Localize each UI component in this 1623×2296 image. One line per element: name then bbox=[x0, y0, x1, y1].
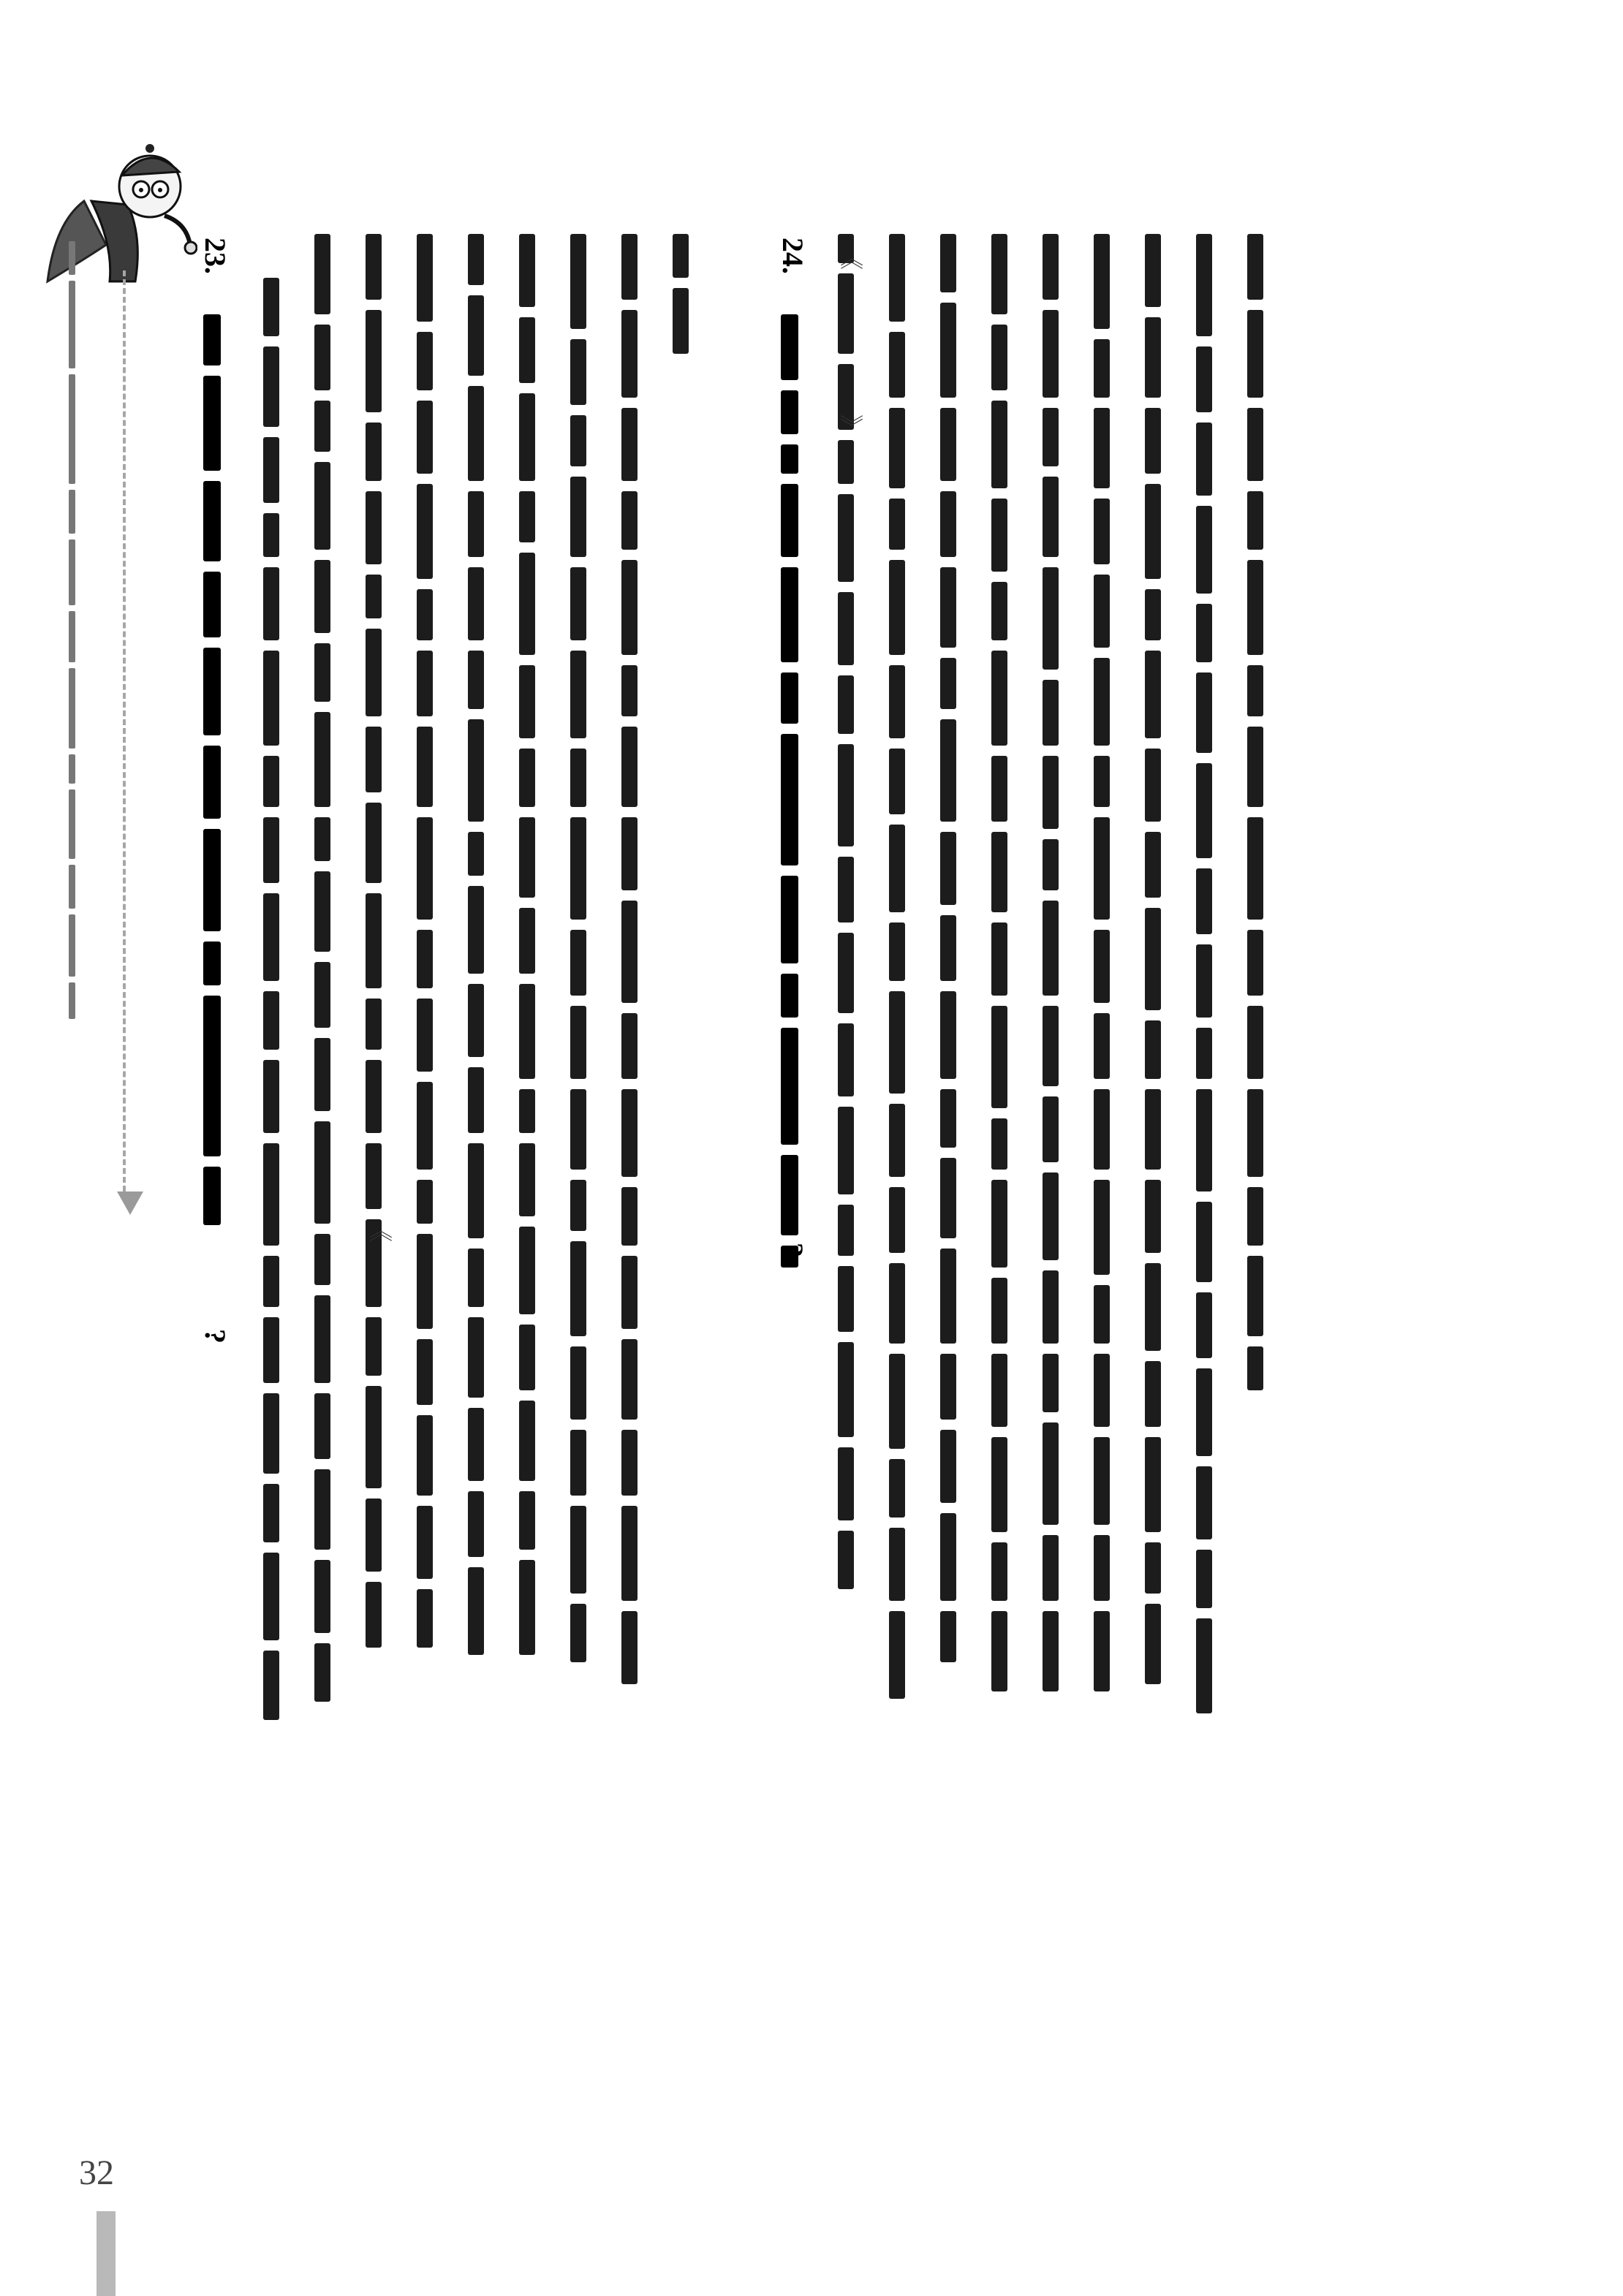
text-column bbox=[366, 234, 382, 1658]
dashed-divider bbox=[123, 270, 126, 1191]
running-head bbox=[63, 241, 80, 1191]
page-tab-bar bbox=[97, 2211, 116, 2296]
text-column bbox=[519, 234, 535, 1665]
question-24-text bbox=[781, 314, 798, 1278]
text-column bbox=[570, 234, 586, 1672]
question-number-24: 24. bbox=[776, 238, 809, 274]
question-number-23: 23. bbox=[199, 238, 232, 274]
quote-open-2: 《 bbox=[837, 246, 866, 270]
text-column bbox=[263, 278, 279, 1730]
question-23-text bbox=[203, 314, 221, 1235]
text-column bbox=[838, 234, 854, 1599]
text-column bbox=[468, 234, 484, 1665]
triangle-arrow-icon bbox=[117, 1191, 143, 1215]
text-column-end bbox=[673, 234, 689, 453]
quote-open: 《 bbox=[366, 1218, 395, 1243]
text-column bbox=[889, 234, 905, 1709]
question-24-mark: ? bbox=[776, 1243, 809, 1257]
text-column bbox=[1094, 234, 1110, 1702]
text-column bbox=[940, 234, 956, 1672]
text-column bbox=[314, 234, 330, 1712]
question-23-mark: ? bbox=[199, 1329, 232, 1344]
text-column bbox=[621, 234, 638, 1694]
text-column bbox=[1043, 234, 1059, 1702]
text-column bbox=[1145, 234, 1161, 1694]
text-column-end bbox=[1247, 234, 1263, 1477]
text-column bbox=[1196, 234, 1212, 1724]
text-column bbox=[991, 234, 1007, 1702]
text-column bbox=[417, 234, 433, 1658]
page-number: 32 bbox=[79, 2153, 114, 2192]
quote-close: 》 bbox=[837, 414, 866, 439]
